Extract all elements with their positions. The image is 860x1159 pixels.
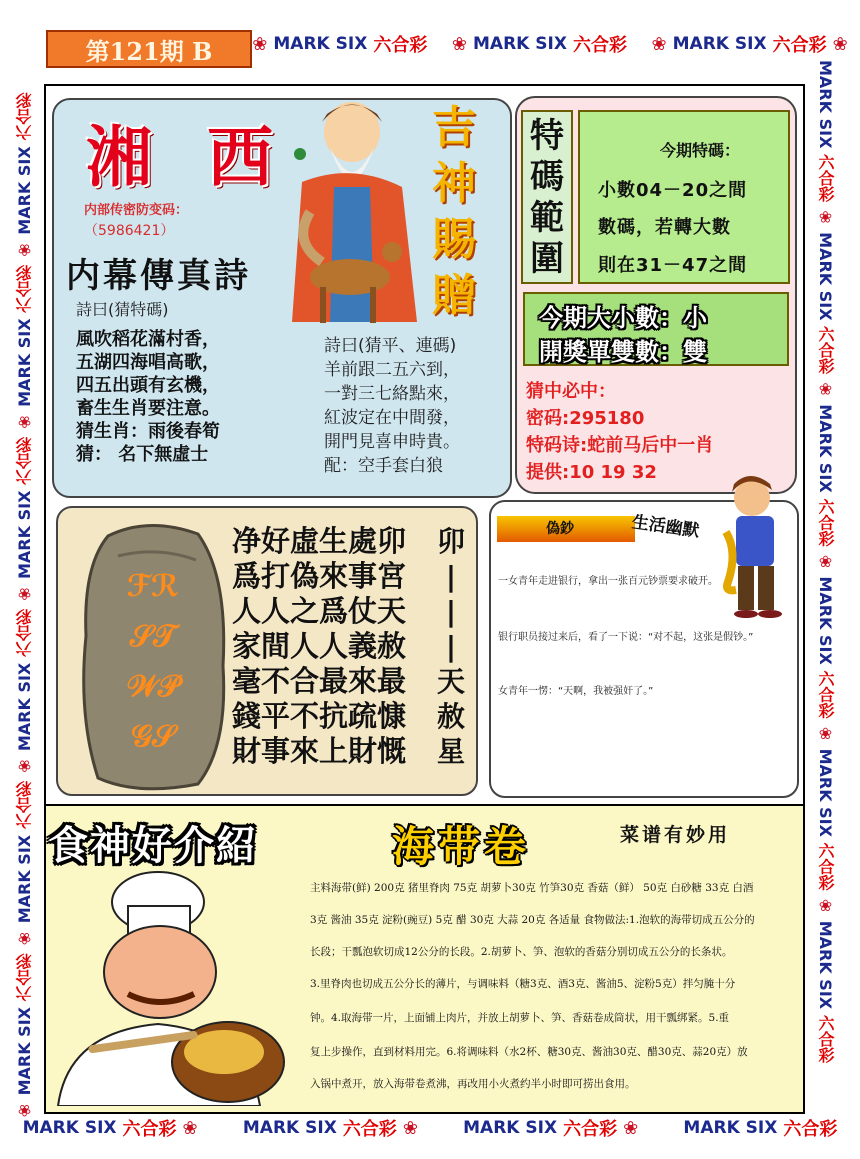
hit-code: 密码:295180 xyxy=(526,408,645,429)
joke-tag-label: 偽鈔 xyxy=(546,521,574,537)
left-ribbon: ❀ MARK SIX 六合彩 ❀ MARK SIX 六合彩 ❀ MARK SIX 六合彩 ❀ MARK SIX 六合彩 ❀ MARK SIX 六合彩 ❀ MARK SIX 六合彩 xyxy=(15,92,34,1120)
recipe-line: 复上步操作，直到材料用完。6.将调味料（水2杯、糖30克、酱油30克、醋30克、蒜20克）放 xyxy=(310,1046,748,1058)
special-range-label: 特 碼 範 圍 xyxy=(521,110,573,284)
joke-line: 一女青年走进银行，拿出一张百元钞票要求破开。 xyxy=(498,576,718,587)
ribbon-segment: MARK SIX 六合彩 ❀ xyxy=(22,1117,198,1140)
riddle-row: 財事來上財慨 xyxy=(232,734,407,768)
recipe-section-title: 食神好介紹 xyxy=(48,823,258,869)
ribbon-segment: ❀ MARK SIX 六合彩 ❀ xyxy=(651,33,848,56)
poem-line: 猜： 名下無虛士 xyxy=(76,444,209,465)
stone-illustration xyxy=(78,516,228,792)
riddle-row: 人人之爲仗天 xyxy=(232,594,407,628)
ribbon-segment: MARK SIX 六合彩 ❀ xyxy=(242,1117,418,1140)
poem2-line: 配：空手套白狼 xyxy=(324,456,443,476)
joke-line: 女青年一愣：“天啊，我被强奸了。” xyxy=(498,686,654,697)
riddle-grid xyxy=(232,524,406,769)
riddle-row: 家間人人義赦 xyxy=(232,629,407,663)
poem-line: 五湖四海唱高歌， xyxy=(76,352,220,373)
hit-section xyxy=(526,378,796,486)
riddle-answer-column: 卯 | | | 天 赦 星 xyxy=(436,525,465,768)
recipe-tag: 菜谱有妙用 xyxy=(620,824,731,846)
special-range-box xyxy=(578,110,790,284)
hit-title: 猜中必中： xyxy=(526,381,616,402)
riddle-row: 錢平不抗疏慷 xyxy=(232,699,407,733)
saxophonist-illustration xyxy=(718,472,796,620)
svg-text:𝒮𝒯: 𝒮𝒯 xyxy=(129,619,177,654)
poem-line: 風吹稻花滿村香， xyxy=(76,329,220,350)
poem2-line: 詩曰(猜平、連碼) xyxy=(324,336,457,356)
poem2-line: 紅波定在中間發， xyxy=(324,408,460,428)
hit-provide: 提供:10 19 32 xyxy=(526,462,657,483)
chef-illustration xyxy=(48,862,298,1106)
poem-line: 畜生生肖要注意。 xyxy=(76,398,220,419)
recipe-line: 主料海带(鲜) 200克 猪里脊肉 75克 胡萝卜30克 竹笋30克 香菇（鲜） 50克 白砂糖 33克 白酒 xyxy=(310,882,754,894)
dish-name: 海带卷 xyxy=(392,822,531,871)
ribbon-segment: MARK SIX 六合彩 ❀ xyxy=(463,1117,639,1140)
ribbon-segment: ❀ MARK SIX 六合彩 xyxy=(451,33,627,56)
recipe-line: 3克 酱油 35克 淀粉(豌豆) 5克 醋 30克 大蒜 20克 各适量 食物做法:1.泡软的海带切成五公分的 xyxy=(310,914,755,926)
poem-lines xyxy=(76,328,326,466)
bottom-ribbon xyxy=(0,1114,860,1142)
big-small-box xyxy=(523,292,789,366)
poem2-line: 羊前跟二五六到， xyxy=(324,360,460,380)
poem-title: 内幕傳真詩 xyxy=(66,256,251,296)
recipe-line: 入锅中煮开，放入海带卷煮沸，再改用小火煮约半小时即可捞出食用。 xyxy=(310,1078,636,1090)
svg-text:𝒲𝒫: 𝒲𝒫 xyxy=(126,669,180,704)
svg-text:𝒢𝒮: 𝒢𝒮 xyxy=(130,719,176,754)
right-ribbon: MARK SIX 六合彩 ❀ MARK SIX 六合彩 ❀ MARK SIX 六合彩 ❀ MARK SIX 六合彩 ❀ MARK SIX 六合彩 ❀ MARK SIX 六合彩 xyxy=(816,60,835,1063)
poem-line: 四五出頭有玄機， xyxy=(76,375,220,396)
hit-verse: 特码诗:蛇前马后中一肖 xyxy=(526,435,714,456)
riddle-row: 爲打偽來事宮 xyxy=(232,559,407,593)
special-heading: 今期特碼： xyxy=(660,141,741,160)
gift-title: 吉 神 賜 贈 xyxy=(432,102,476,321)
recipe-line: 3.里脊肉也切成五公分长的薄片，与调味料（糖3克、酒3克、酱油5、淀粉5克）拌匀腌十分 xyxy=(310,978,736,990)
big-small-text: 今期大小數：小 xyxy=(539,304,707,332)
joke-line: 银行职员接过来后，看了一下说：“对不起，这张是假钞。” xyxy=(498,632,754,643)
ribbon-segment: ❀ MARK SIX 六合彩 xyxy=(252,33,428,56)
password-label: 内部传密防变码： xyxy=(84,203,189,218)
deity-illustration xyxy=(282,92,432,332)
main-title: 湘 西 xyxy=(86,118,289,196)
riddle-row: 毫不合最來最 xyxy=(232,664,407,698)
special-line: 小數04－20之間 xyxy=(598,180,748,201)
recipe-line: 钟。4.取海带一片，上面铺上肉片，并放上胡萝卜、笋、香菇卷成筒状，用干瓢绑紧。5.重 xyxy=(310,1012,730,1024)
poem2-line: 一對三七絡點來， xyxy=(324,384,460,404)
svg-text:ℱℛ: ℱℛ xyxy=(126,569,180,604)
password-value: （5986421） xyxy=(84,223,175,239)
issue-number: 第121期 B xyxy=(46,30,252,68)
poem-subtitle: 詩曰(猜特碼) xyxy=(76,300,169,319)
special-line: 則在31－47之間 xyxy=(598,255,748,276)
poem-line: 猜生肖：雨後春筍 xyxy=(76,421,220,442)
recipe-line: 长段；干瓢泡软切成12公分的长段。2.胡萝卜、笋、泡软的香菇分别切成五公分的长条状。 xyxy=(310,946,733,958)
joke-heading: 生活幽默 xyxy=(630,512,701,542)
poem2-lines xyxy=(324,334,504,478)
special-line: 數碼，若轉大數 xyxy=(598,217,731,238)
riddle-row: 净好虛生處卯 xyxy=(232,524,407,558)
ribbon-segment: MARK SIX 六合彩 xyxy=(683,1118,838,1140)
odd-even-text: 開獎單雙數：雙 xyxy=(539,338,707,366)
poem2-line: 開門見喜申時貴。 xyxy=(324,432,460,452)
